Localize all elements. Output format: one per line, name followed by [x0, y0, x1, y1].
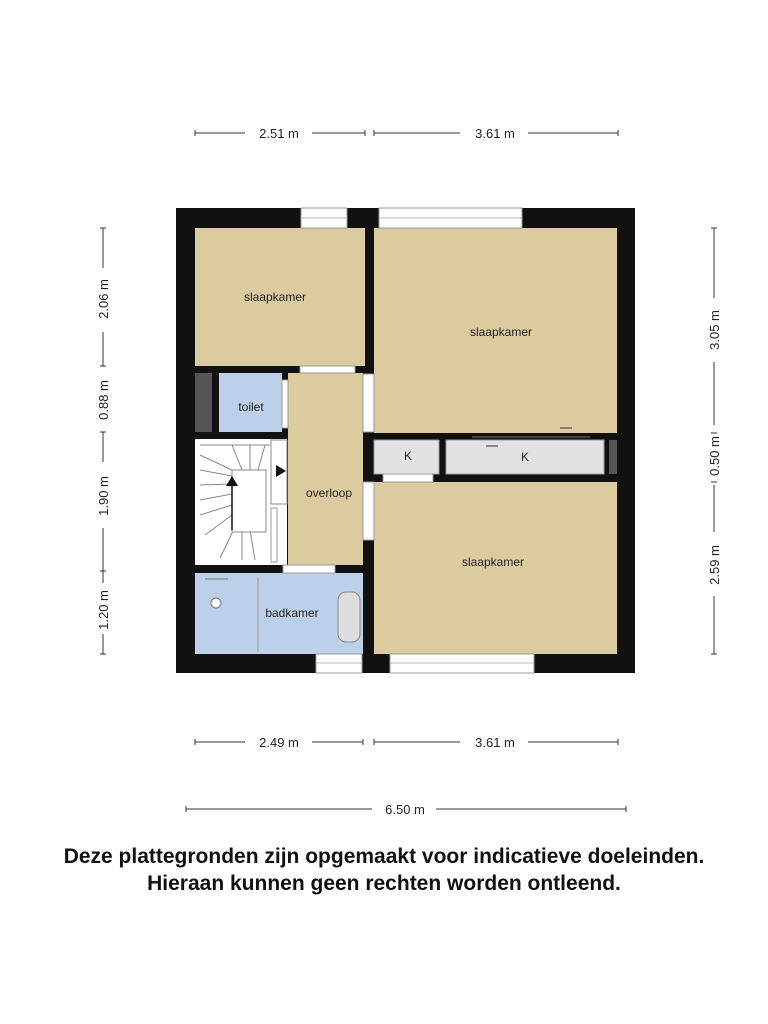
room-overloop [288, 373, 363, 565]
dim-bottom-2: 3.61 m [475, 735, 515, 750]
closet-end [609, 440, 617, 474]
dim-total: 6.50 m [385, 802, 425, 817]
label-toilet: toilet [238, 400, 264, 414]
dim-left-4: 1.20 m [96, 590, 111, 630]
shower-drain-icon [211, 598, 221, 608]
shaft [195, 373, 212, 432]
dim-left-2: 0.88 m [96, 380, 111, 420]
door-slaapkamer-br [363, 482, 374, 540]
door-toilet [282, 380, 288, 428]
dim-left-3: 1.90 m [96, 476, 111, 516]
dim-bottom-1: 2.49 m [259, 735, 299, 750]
dim-right-2: 0.50 m [707, 436, 722, 476]
dim-left-1: 2.06 m [96, 279, 111, 319]
door-stairs [271, 508, 277, 562]
label-slaapkamer-tr: slaapkamer [469, 325, 533, 339]
door-slaapkamer-tl [300, 366, 355, 373]
dim-top-2: 3.61 m [475, 126, 515, 141]
label-kast-2: K [520, 450, 530, 464]
door-badkamer [283, 565, 335, 573]
stair-newel [232, 470, 266, 532]
label-slaapkamer-tl: slaapkamer [243, 290, 307, 304]
sink-icon [338, 592, 360, 642]
door-closet [383, 474, 433, 482]
disclaimer-line-1: Deze plattegronden zijn opgemaakt voor indicatieve doeleinden. [63, 845, 705, 868]
label-kast-1: K [403, 449, 413, 463]
dim-right-3: 2.59 m [707, 545, 722, 585]
disclaimer-line-2: Hieraan kunnen geen rechten worden ontleend. [147, 872, 621, 895]
label-slaapkamer-br: slaapkamer [461, 555, 525, 569]
dim-top-1: 2.51 m [259, 126, 299, 141]
dim-right-1: 3.05 m [707, 310, 722, 350]
label-overloop: overloop [305, 486, 353, 500]
door-slaapkamer-tr [363, 374, 374, 432]
label-badkamer: badkamer [265, 606, 319, 620]
